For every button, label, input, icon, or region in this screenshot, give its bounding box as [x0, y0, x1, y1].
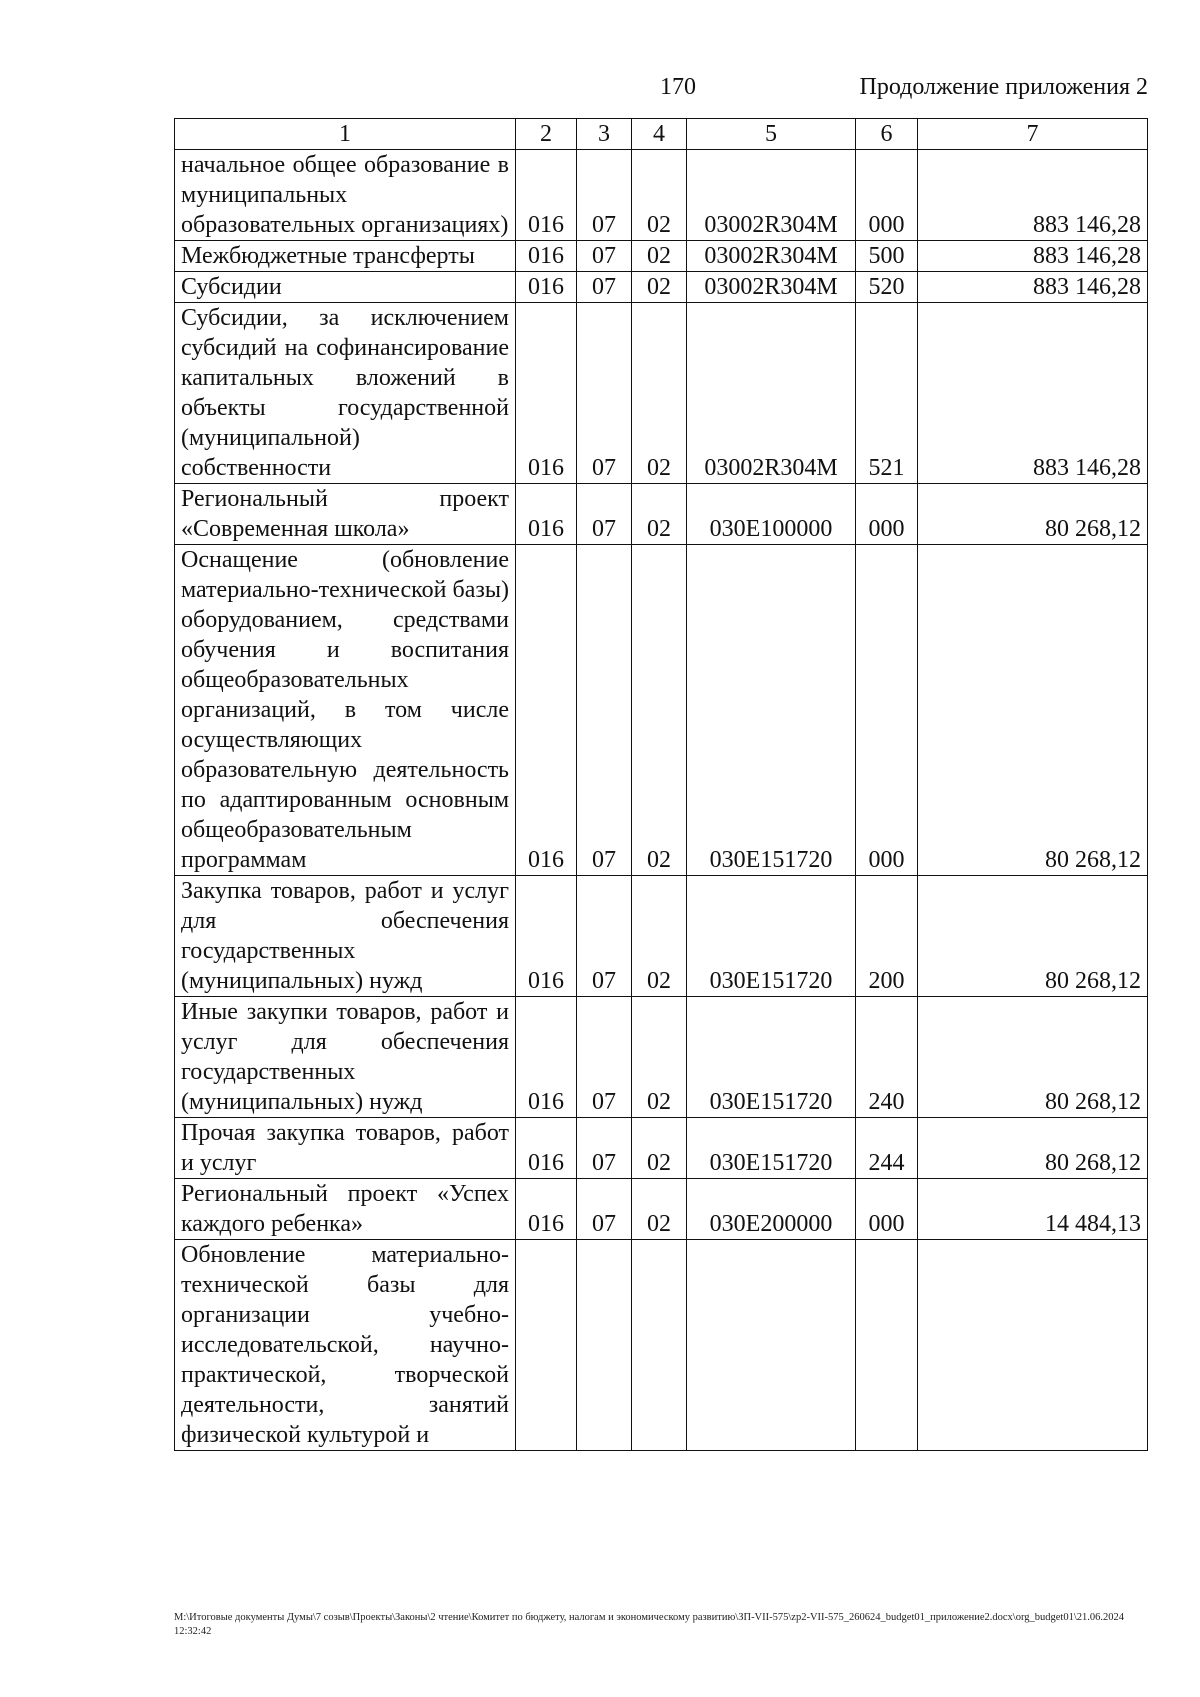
row-expense-type: 244: [856, 1118, 918, 1179]
row-name: Региональный проект «Успех каждого ребенка»: [175, 1179, 516, 1240]
row-name: Субсидии, за исключением субсидий на софинансирование капитальных вложений в объекты государственной (муниципальной) собственности: [175, 303, 516, 484]
row-section: 07: [577, 484, 632, 545]
row-code: 016: [516, 272, 577, 303]
row-expense-type: 000: [856, 1179, 918, 1240]
row-expense-type: [856, 1240, 918, 1451]
row-subsection: 02: [632, 1179, 687, 1240]
table-row: [175, 272, 1148, 303]
row-section: 07: [577, 241, 632, 272]
row-expense-type: 500: [856, 241, 918, 272]
row-expense-type: 521: [856, 303, 918, 484]
table-row: [175, 241, 1148, 272]
row-subsection: 02: [632, 272, 687, 303]
row-subsection: 02: [632, 303, 687, 484]
row-subsection: 02: [632, 150, 687, 241]
row-name: Оснащение (обновление материально-технической базы) оборудованием, средствами обучения и воспитания общеобразовательных организаций, в том числе осуществляющих образовательную деятельность по адаптированным основным общеобразовательным программам: [175, 545, 516, 876]
row-amount: 883 146,28: [918, 303, 1148, 484]
row-section: 07: [577, 1179, 632, 1240]
table-row: [175, 1240, 1148, 1451]
table-row: [175, 303, 1148, 484]
row-name: Субсидии: [175, 272, 516, 303]
column-header: 3: [577, 119, 632, 150]
table-row: [175, 484, 1148, 545]
row-name: Иные закупки товаров, работ и услуг для обеспечения государственных (муниципальных) нужд: [175, 997, 516, 1118]
row-code: 016: [516, 484, 577, 545]
row-subsection: 02: [632, 1118, 687, 1179]
row-code: 016: [516, 997, 577, 1118]
row-expense-type: 200: [856, 876, 918, 997]
row-subsection: 02: [632, 241, 687, 272]
row-section: 07: [577, 150, 632, 241]
row-expense-type: 520: [856, 272, 918, 303]
row-code: 016: [516, 876, 577, 997]
continuation-label: Продолжение приложения 2: [859, 74, 1148, 100]
row-subsection: [632, 1240, 687, 1451]
table-row: [175, 150, 1148, 241]
row-code: [516, 1240, 577, 1451]
budget-table: [174, 118, 1148, 1451]
table-row: [175, 997, 1148, 1118]
row-subsection: 02: [632, 997, 687, 1118]
row-name: Межбюджетные трансферты: [175, 241, 516, 272]
row-section: 07: [577, 303, 632, 484]
page-number: 170: [660, 74, 696, 100]
row-name: Обновление материально-технической базы для организации учебно-исследовательской, научно-практической, творческой деятельности, занятий физической культурой и: [175, 1240, 516, 1451]
row-section: [577, 1240, 632, 1451]
row-target: 03002R304M: [687, 303, 856, 484]
row-expense-type: 000: [856, 150, 918, 241]
row-name: Региональный проект «Современная школа»: [175, 484, 516, 545]
row-section: 07: [577, 1118, 632, 1179]
row-target: 030E151720: [687, 545, 856, 876]
row-code: 016: [516, 241, 577, 272]
row-subsection: 02: [632, 484, 687, 545]
row-section: 07: [577, 997, 632, 1118]
column-header: 1: [175, 119, 516, 150]
row-amount: 14 484,13: [918, 1179, 1148, 1240]
row-target: [687, 1240, 856, 1451]
row-code: 016: [516, 150, 577, 241]
row-amount: 80 268,12: [918, 545, 1148, 876]
table-row: [175, 1179, 1148, 1240]
column-header: 4: [632, 119, 687, 150]
table-row: [175, 1118, 1148, 1179]
row-expense-type: 000: [856, 545, 918, 876]
row-target: 03002R304M: [687, 272, 856, 303]
row-code: 016: [516, 1118, 577, 1179]
column-header: 7: [918, 119, 1148, 150]
row-section: 07: [577, 272, 632, 303]
row-name: Прочая закупка товаров, работ и услуг: [175, 1118, 516, 1179]
table-header-row: [175, 119, 1148, 150]
file-path-footer: M:\Итоговые документы Думы\7 созыв\Проекты\Законы\2 чтение\Комитет по бюджету, налогам и экономическому развитию\ЗП-VII-575\zp2-VII-575_260624_budget01_приложение2.docx\org_budget01\21.06.2024 12:32:42: [174, 1612, 1125, 1637]
row-target: 030E151720: [687, 1118, 856, 1179]
row-amount: 80 268,12: [918, 1118, 1148, 1179]
row-code: 016: [516, 545, 577, 876]
row-amount: 80 268,12: [918, 876, 1148, 997]
column-header: 2: [516, 119, 577, 150]
row-section: 07: [577, 545, 632, 876]
row-target: 030E200000: [687, 1179, 856, 1240]
row-amount: 883 146,28: [918, 241, 1148, 272]
row-target: 030E100000: [687, 484, 856, 545]
row-target: 03002R304M: [687, 150, 856, 241]
table-row: [175, 545, 1148, 876]
row-code: 016: [516, 303, 577, 484]
column-header: 5: [687, 119, 856, 150]
row-name: начальное общее образование в муниципальных образовательных организациях): [175, 150, 516, 241]
row-target: 030E151720: [687, 997, 856, 1118]
row-target: 03002R304M: [687, 241, 856, 272]
row-subsection: 02: [632, 545, 687, 876]
row-amount: 80 268,12: [918, 484, 1148, 545]
row-section: 07: [577, 876, 632, 997]
row-code: 016: [516, 1179, 577, 1240]
row-amount: 883 146,28: [918, 272, 1148, 303]
row-amount: 80 268,12: [918, 997, 1148, 1118]
row-expense-type: 240: [856, 997, 918, 1118]
row-amount: [918, 1240, 1148, 1451]
row-expense-type: 000: [856, 484, 918, 545]
column-header: 6: [856, 119, 918, 150]
row-target: 030E151720: [687, 876, 856, 997]
table-row: [175, 876, 1148, 997]
row-amount: 883 146,28: [918, 150, 1148, 241]
row-subsection: 02: [632, 876, 687, 997]
row-name: Закупка товаров, работ и услуг для обеспечения государственных (муниципальных) нужд: [175, 876, 516, 997]
